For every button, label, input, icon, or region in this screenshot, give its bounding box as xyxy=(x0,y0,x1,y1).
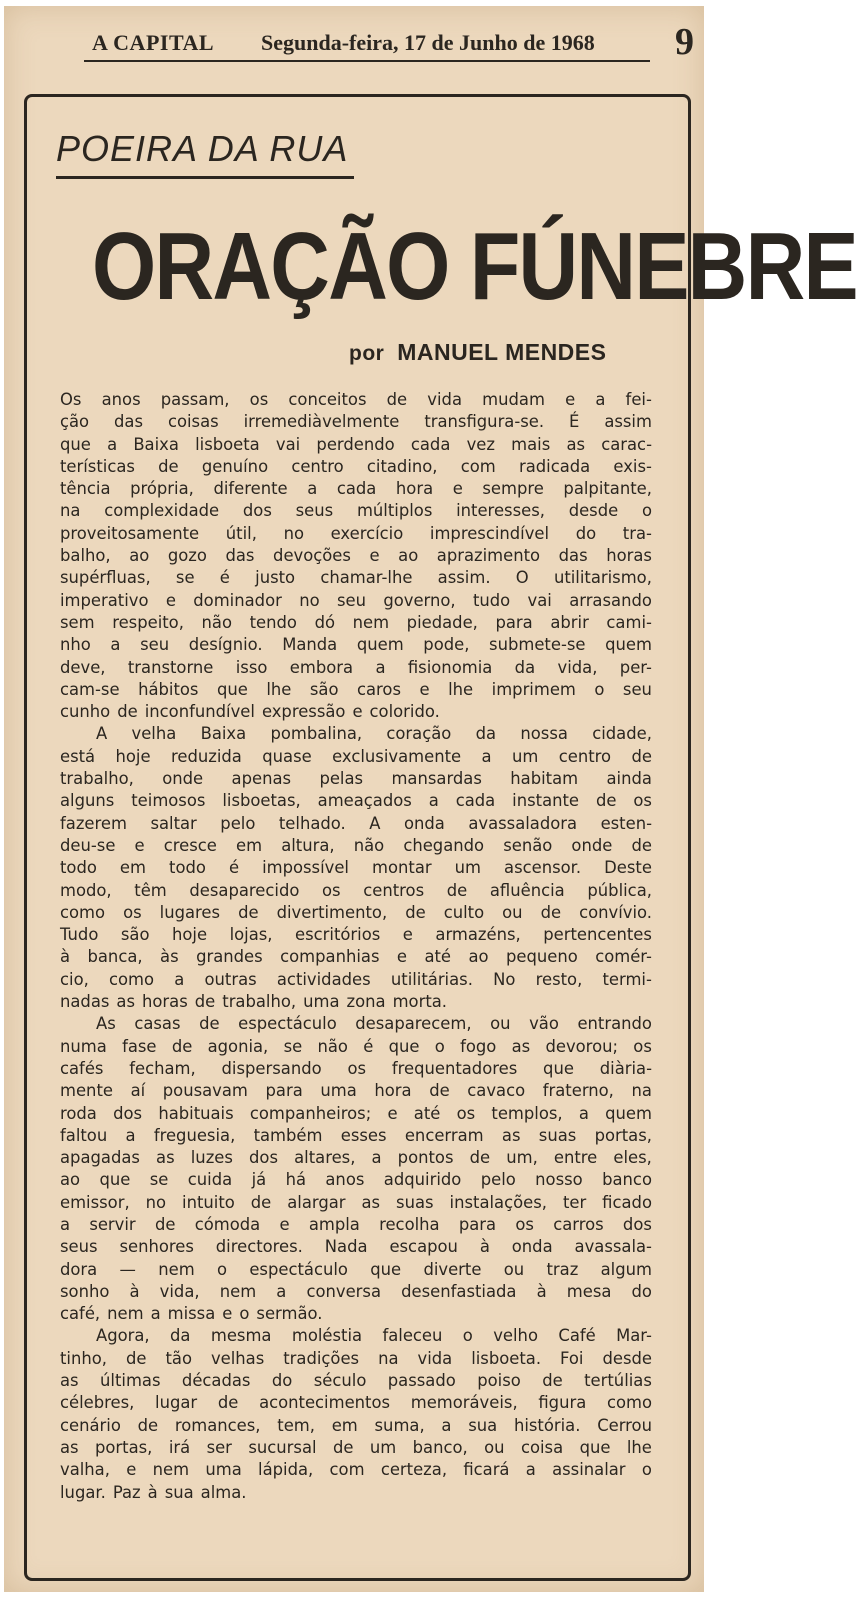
text-line: nho a seu desígnio. Manda quem pode, submete-se quem xyxy=(60,635,652,655)
section-title: POEIRA DA RUA xyxy=(56,128,354,179)
text-line: ção das coisas irremediàvelmente transfigura-se. É assim xyxy=(60,412,652,432)
text-line: Tudo são hoje lojas, escritórios e armazéns, pertencentes xyxy=(60,925,652,945)
text-line: cio, como a outras actividades utilitárias. No resto, termi- xyxy=(60,969,652,989)
text-line: como os lugares de divertimento, de culto ou de convívio. xyxy=(60,902,652,922)
text-line: as portas, irá ser sucursal de um banco, ou coisa que lhe xyxy=(60,1437,652,1457)
text-line: emissor, no intuito de alargar as suas instalações, ter ficado xyxy=(60,1192,652,1212)
text-line: sonho à vida, nem a conversa desenfastiada à mesa do xyxy=(60,1281,652,1301)
text-line: todo em todo é impossível montar um ascensor. Deste xyxy=(60,858,652,878)
text-line: tinho, de tão velhas tradições na vida lisboeta. Foi desde xyxy=(60,1348,652,1368)
text-line: nadas as horas de trabalho, uma zona morta. xyxy=(60,992,448,1012)
text-line: numa fase de agonia, se não é que o fogo as devorou; os xyxy=(60,1036,652,1056)
byline xyxy=(349,339,606,366)
text-line: está hoje reduzida quase exclusivamente a um centro de xyxy=(60,746,652,766)
text-line: supérfluas, se é justo chamar-lhe assim. O utilitarismo, xyxy=(60,568,652,588)
text-line: cunho de inconfundível expressão e colorido. xyxy=(60,702,440,722)
text-line: Os anos passam, os conceitos de vida mudam e a fei- xyxy=(60,390,652,409)
text-line: proveitosamente útil, no exercício imprescindível do tra- xyxy=(60,523,652,543)
text-line: deu-se e cresce em altura, não chegando senão onde de xyxy=(60,835,652,855)
article-body xyxy=(60,389,652,1504)
text-line: cam-se hábitos que lhe são caros e lhe imprimem o seu xyxy=(60,679,652,699)
page-header xyxy=(84,28,650,62)
text-line: café, nem a missa e o sermão. xyxy=(60,1304,323,1324)
text-line: que a Baixa lisboeta vai perdendo cada vez mais as carac- xyxy=(60,434,652,454)
text-line: A velha Baixa pombalina, coração da nossa cidade, xyxy=(96,724,652,744)
text-line: balho, ao gozo das devoções e ao aprazimento das horas xyxy=(60,546,652,566)
issue-date: Segunda-feira, 17 de Junho de 1968 xyxy=(261,30,595,55)
text-line: à banca, às grandes companhias e até ao pequeno comér- xyxy=(60,947,652,967)
page-number: 9 xyxy=(675,21,694,63)
text-line: fazerem saltar pelo telhado. A onda avassaladora esten- xyxy=(60,813,652,833)
text-line: imperativo e dominador no seu governo, tudo vai arrasando xyxy=(60,590,652,610)
text-line: Agora, da mesma moléstia faleceu o velho Café Mar- xyxy=(96,1326,652,1346)
text-line: a servir de cómoda e ampla recolha para os carros dos xyxy=(60,1214,652,1234)
text-line: roda dos habituais companheiros; e até os templos, a quem xyxy=(60,1103,652,1123)
text-line: alguns teimosos lisboetas, ameaçados a cada instante de os xyxy=(60,791,652,811)
text-line: cenário de romances, tem, em suma, a sua história. Cerrou xyxy=(60,1415,652,1435)
text-line: as últimas décadas do século passado poiso de tertúlias xyxy=(60,1371,652,1391)
text-line: deve, transtorne isso embora a fisionomia da vida, per- xyxy=(60,657,652,677)
text-line: lugar. Paz à sua alma. xyxy=(60,1482,247,1502)
text-line: dora — nem o espectáculo que diverte ou traz algum xyxy=(60,1259,652,1279)
author-name: MANUEL MENDES xyxy=(397,339,607,365)
text-line: cafés fecham, dispersando os frequentadores que diària- xyxy=(60,1058,652,1078)
text-line: terísticas de genuíno centro citadino, com radicada exis- xyxy=(60,456,652,476)
newspaper-clipping xyxy=(4,6,857,1592)
text-line: apagadas as luzes dos altares, a pontos de um, entre eles, xyxy=(60,1148,652,1168)
text-line: trabalho, onde apenas pelas mansardas habitam ainda xyxy=(60,769,652,789)
text-line: mente aí pousavam para uma hora de cavaco fraterno, na xyxy=(60,1081,652,1101)
text-line: ao que se cuida já há anos adquirido pelo nosso banco xyxy=(60,1170,652,1190)
text-line: faltou a freguesia, também esses encerram as suas portas, xyxy=(60,1125,652,1145)
text-line: tência própria, diferente a cada hora e sempre palpitante, xyxy=(60,479,652,499)
article-headline: ORAÇÃO FÚNEBRE xyxy=(92,213,857,320)
text-line: na complexidade dos seus múltiplos interesses, desde o xyxy=(60,501,652,521)
text-line: sem respeito, não tendo dó nem piedade, para abrir cami- xyxy=(60,612,652,632)
text-line: seus senhores directores. Nada escapou à onda avassala- xyxy=(60,1237,652,1257)
text-line: modo, têm desaparecido os centros de afluência pública, xyxy=(60,880,652,900)
text-line: As casas de espectáculo desaparecem, ou vão entrando xyxy=(96,1014,652,1034)
newspaper-name: A CAPITAL xyxy=(92,30,215,55)
text-line: célebres, lugar de acontecimentos memoráveis, figura como xyxy=(60,1393,652,1413)
byline-prefix: por xyxy=(349,342,385,365)
text-line: valha, e nem uma lápida, com certeza, ficará a assinalar o xyxy=(60,1460,652,1480)
